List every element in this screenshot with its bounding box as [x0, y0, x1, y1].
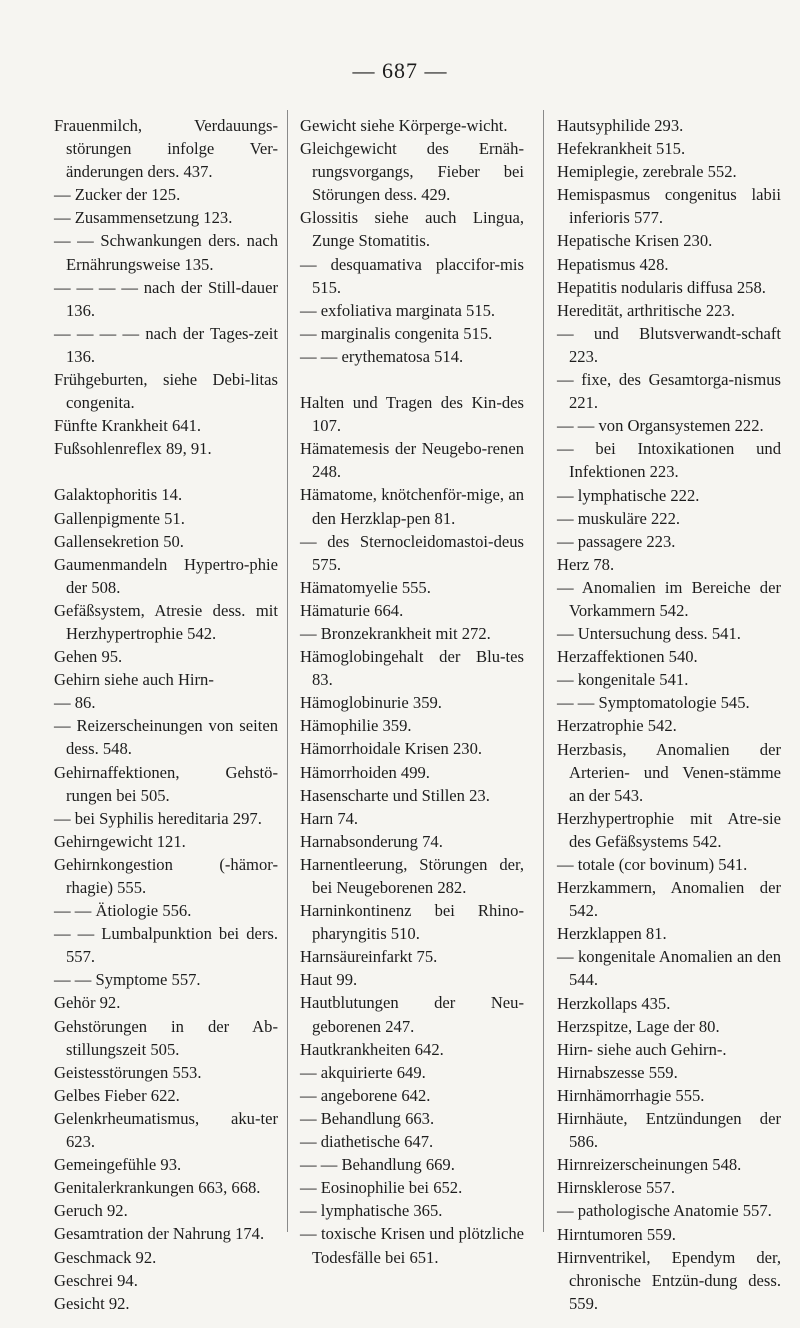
index-entry: Herzkollaps 435. — [557, 993, 671, 1013]
index-entry: Galaktophoritis 14. — [54, 485, 183, 505]
index-entry: Hirnhäute, Entzündungen der 586. — [557, 1109, 781, 1152]
index-entry: Fußsohlenreflex 89, 91. — [54, 439, 212, 459]
index-entry: Harn 74. — [300, 808, 359, 828]
index-entry: Hirnabszesse 559. — [557, 1062, 678, 1082]
index-entry: — akquirierte 649. — [300, 1062, 426, 1082]
index-entry: — angeborene 642. — [300, 1085, 431, 1105]
index-entry: Herzklappen 81. — [557, 924, 667, 944]
index-entry: Hirnhämorrhagie 555. — [557, 1085, 705, 1105]
index-entry: Gelbes Fieber 622. — [54, 1085, 180, 1105]
index-entry: — kongenitale 541. — [557, 670, 689, 690]
index-entry: Gallensekretion 50. — [54, 531, 184, 551]
index-entry: Hepatismus 428. — [557, 254, 669, 274]
index-entry: Hämorrhoiden 499. — [300, 762, 430, 782]
index-entry: — marginalis congenita 515. — [300, 323, 493, 343]
index-entry: Herzkammern, Anomalien der 542. — [557, 878, 781, 921]
index-entry: — Anomalien im Bereiche der Vorkammern 542. — [557, 577, 781, 620]
index-entry: Herzbasis, Anomalien der Arterien- und Venen-stämme an der 543. — [557, 739, 781, 805]
index-entry: Gehirnkongestion (-hämor-rhagie) 555. — [54, 854, 278, 897]
index-entry: — exfoliativa marginata 515. — [300, 300, 496, 320]
index-entry: Hirntumoren 559. — [557, 1224, 676, 1244]
index-entry: — muskuläre 222. — [557, 508, 681, 528]
index-entry: — — Symptomatologie 545. — [557, 693, 750, 713]
index-entry: — — — — nach der Still-dauer 136. — [54, 277, 278, 320]
index-entry: Heredität, arthritische 223. — [557, 300, 735, 320]
index-entry: — passagere 223. — [557, 531, 676, 551]
index-entry: Gefäßsystem, Atresie dess. mit Herzhypertrophie 542. — [54, 600, 278, 643]
index-entry: — Bronzekrankheit mit 272. — [300, 623, 491, 643]
index-entry: Hirnreizerscheinungen 548. — [557, 1155, 742, 1175]
index-entry: Gehen 95. — [54, 647, 123, 667]
index-entry: Geruch 92. — [54, 1201, 128, 1221]
index-entry: — und Blutsverwandt-schaft 223. — [557, 323, 781, 366]
index-entry: Frühgeburten, siehe Debi-litas congenita. — [54, 370, 278, 413]
index-entry: Gesicht 92. — [54, 1293, 130, 1313]
index-entry: Gehirnaffektionen, Gehstö-rungen bei 505. — [54, 762, 278, 805]
index-entry: — — Symptome 557. — [54, 970, 201, 990]
index-entry: — kongenitale Anomalien an den 544. — [557, 947, 781, 990]
index-entry: Gesamtration der Nahrung 174. — [54, 1224, 265, 1244]
index-entry: Gelenkrheumatismus, aku-ter 623. — [54, 1108, 278, 1152]
index-entry: — Eosinophilie bei 652. — [300, 1178, 463, 1198]
index-entry: — desquamativa placcifor-mis 515. — [300, 254, 524, 297]
index-entry: Herz 78. — [557, 554, 615, 574]
index-column-2 — [300, 114, 524, 1269]
index-entry: — bei Syphilis hereditaria 297. — [54, 808, 262, 828]
index-entry: Halten und Tragen des Kin-des 107. — [300, 393, 524, 436]
index-column-1 — [54, 114, 278, 1315]
index-entry: — Zucker der 125. — [54, 185, 181, 205]
index-entry: Hämorrhoidale Krisen 230. — [300, 739, 483, 759]
index-entry: Hämaturie 664. — [300, 600, 404, 620]
index-entry: Herzaffektionen 540. — [557, 647, 698, 667]
index-entry: Herzspitze, Lage der 80. — [557, 1016, 720, 1036]
index-entry: Haut 99. — [300, 970, 358, 990]
index-entry: Hämophilie 359. — [300, 716, 412, 736]
index-entry: Hirnsklerose 557. — [557, 1178, 675, 1198]
index-entry: Hirnventrikel, Ependym der, chronische Entzün-dung dess. 559. — [557, 1247, 781, 1313]
index-entry: — Untersuchung dess. 541. — [557, 624, 741, 644]
index-entry: — totale (cor bovinum) 541. — [557, 855, 748, 874]
index-entry: Gleichgewicht des Ernäh-rungsvorgangs, Fieber bei Störungen dess. 429. — [300, 139, 524, 205]
index-entry: — Behandlung 663. — [300, 1108, 435, 1128]
index-entry: — fixe, des Gesamtorga-nismus 221. — [557, 370, 781, 413]
index-entry: Gallenpigmente 51. — [54, 508, 185, 528]
page-number: — 687 — — [352, 58, 448, 83]
index-entry: — — Lumbalpunktion bei ders. 557. — [54, 924, 278, 967]
column-divider — [543, 110, 544, 1232]
index-entry: Gehirn siehe auch Hirn- — [54, 670, 214, 690]
index-entry: Hämatomyelie 555. — [300, 577, 431, 597]
index-entry: — lymphatische 365. — [300, 1201, 443, 1221]
index-entry: Hasenscharte und Stillen 23. — [300, 785, 490, 805]
index-entry: Hirn- siehe auch Gehirn-. — [557, 1039, 727, 1059]
index-entry: Hepatitis nodularis diffusa 258. — [557, 277, 766, 297]
index-entry: — — erythematosa 514. — [300, 346, 464, 366]
index-entry: — — Schwankungen ders. nach Ernährungsweise 135. — [54, 231, 278, 274]
index-entry: Hefekrankheit 515. — [557, 139, 686, 159]
index-entry: Genitalerkrankungen 663, 668. — [54, 1178, 261, 1198]
index-entry: Hemispasmus congenitus labii inferioris 577. — [557, 185, 781, 228]
index-entry: Hämatemesis der Neugebo-renen 248. — [300, 439, 524, 482]
index-entry: Harnabsonderung 74. — [300, 831, 443, 851]
index-entry: Fünfte Krankheit 641. — [54, 416, 202, 436]
index-entry: Geschrei 94. — [54, 1270, 138, 1290]
index-entry: Harnentleerung, Störungen der, bei Neugeborenen 282. — [300, 854, 524, 897]
index-entry: Gehirngewicht 121. — [54, 831, 186, 851]
index-entry: — Zusammensetzung 123. — [54, 208, 233, 228]
index-entry: Hautblutungen der Neu-geborenen 247. — [300, 993, 524, 1036]
index-entry: — 86. — [54, 693, 96, 713]
index-entry: — — von Organsystemen 222. — [557, 416, 764, 436]
index-entry: Geistesstörungen 553. — [54, 1062, 202, 1082]
index-entry: Gaumenmandeln Hypertro-phie der 508. — [54, 554, 278, 597]
index-entry: Glossitis siehe auch Lingua, Zunge Stomatitis. — [300, 208, 524, 251]
index-entry: — des Sternocleidomastoi-deus 575. — [300, 531, 524, 574]
index-entry: — — — — nach der Tages-zeit 136. — [54, 323, 278, 366]
index-entry: Herzhypertrophie mit Atre-sie des Gefäßsystems 542. — [557, 808, 781, 851]
index-entry: Hepatische Krisen 230. — [557, 231, 713, 251]
index-entry: — pathologische Anatomie 557. — [557, 1201, 772, 1221]
index-entry: — lymphatische 222. — [557, 485, 700, 505]
index-entry: Harninkontinenz bei Rhino-pharyngitis 510. — [300, 901, 524, 944]
index-entry: Hämoglobingehalt der Blu-tes 83. — [300, 647, 524, 690]
index-entry: Gewicht siehe Körperge-wicht. — [300, 116, 508, 135]
index-entry: Gehör 92. — [54, 993, 121, 1013]
index-entry: — — Ätiologie 556. — [54, 901, 192, 921]
index-entry: — Reizerscheinungen von seiten dess. 548. — [54, 716, 278, 759]
index-entry: Geschmack 92. — [54, 1247, 157, 1267]
index-column-3 — [557, 114, 781, 1315]
index-entry: Hämoglobinurie 359. — [300, 693, 442, 713]
index-entry: — bei Intoxikationen und Infektionen 223. — [557, 439, 781, 482]
index-entry: — — Behandlung 669. — [300, 1155, 455, 1175]
index-entry: — diathetische 647. — [300, 1132, 434, 1152]
index-entry: Hautsyphilide 293. — [557, 116, 684, 135]
index-entry: Gehstörungen in der Ab-stillungszeit 505. — [54, 1016, 278, 1059]
index-entry: Gemeingefühle 93. — [54, 1155, 182, 1175]
index-entry: Hemiplegie, zerebrale 552. — [557, 162, 737, 182]
column-divider — [287, 110, 288, 1232]
index-entry: Herzatrophie 542. — [557, 716, 677, 736]
index-entry: — toxische Krisen und plötzliche Todesfälle bei 651. — [300, 1224, 524, 1267]
index-entry: Harnsäureinfarkt 75. — [300, 947, 438, 967]
index-entry: Frauenmilch, Verdauungs-störungen infolge Ver-änderungen ders. 437. — [54, 116, 278, 182]
index-entry: Hautkrankheiten 642. — [300, 1039, 444, 1059]
index-entry: Hämatome, knötchenför-mige, an den Herzklap-pen 81. — [300, 485, 524, 528]
